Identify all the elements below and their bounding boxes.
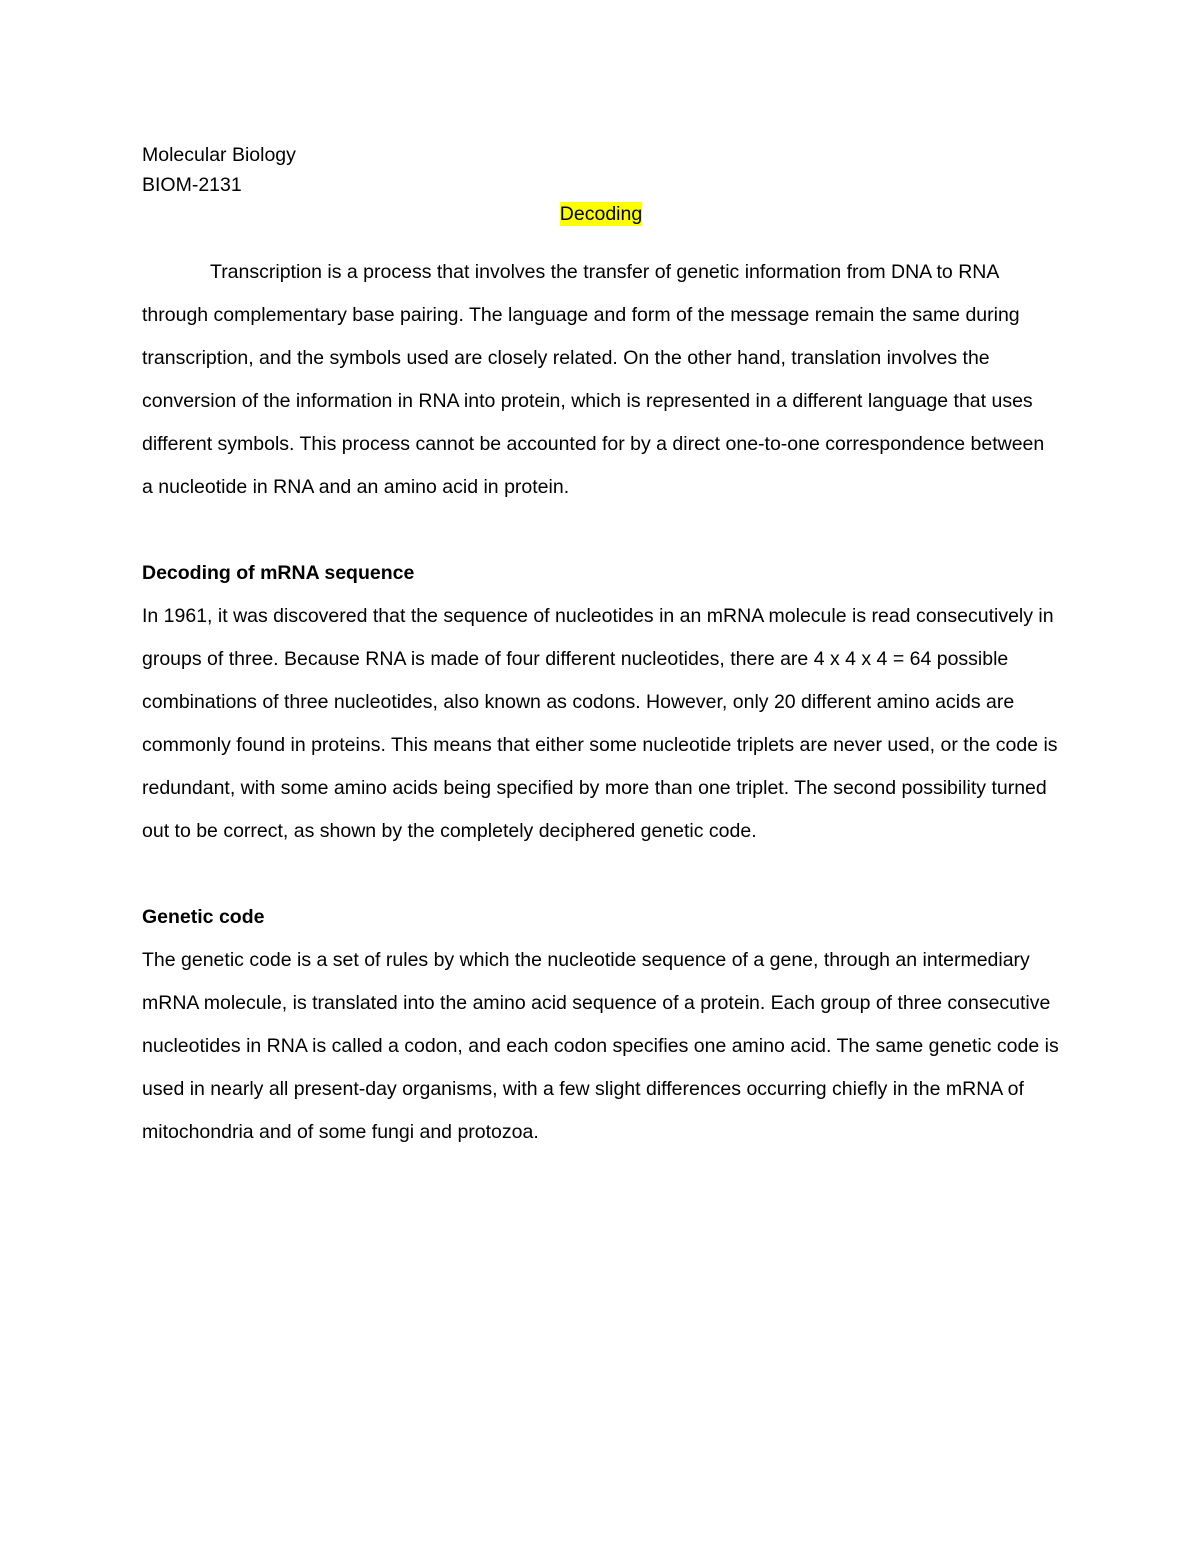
course-name: Molecular Biology: [142, 144, 296, 166]
section-heading-genetic-code: Genetic code: [142, 906, 265, 928]
intro-paragraph: Transcription is a process that involves the transfer of genetic information from DNA to RNA through complementary base pairing. The language and form of the message remain the same during transcription, and the symbols used are closely related. On the other hand, translation involves the conversion of the information in RNA into protein, which is represented in a different language that uses different symbols. This process cannot be accounted for by a direct one-to-one correspondence between a nucleotide in RNA and an amino acid in protein.: [142, 261, 1045, 498]
document-page: [142, 140, 1060, 1154]
course-code: BIOM-2131: [142, 174, 242, 196]
document-title: Decoding: [559, 203, 643, 225]
section-paragraph-decoding-mrna: In 1961, it was discovered that the sequence of nucleotides in an mRNA molecule is read consecutively in groups of three. Because RNA is made of four different nucleotides, there are 4 x 4 x 4 = 64 possible combinations of three nucleotides, also known as codons. However, only 20 different amino acids are commonly found in proteins. This means that either some nucleotide triplets are never used, or the code is redundant, with some amino acids being specified by more than one triplet. The second possibility turned out to be correct, as shown by the completely deciphered genetic code.: [142, 605, 1058, 842]
title-row: [142, 199, 1060, 231]
section-paragraph-genetic-code: The genetic code is a set of rules by which the nucleotide sequence of a gene, through an intermediary mRNA molecule, is translated into the amino acid sequence of a protein. Each group of three consecutive nucleotides in RNA is called a codon, and each codon specifies one amino acid. The same genetic code is used in nearly all present-day organisms, with a few slight differences occurring chiefly in the mRNA of mitochondria and of some fungi and protozoa.: [142, 949, 1059, 1143]
section-heading-decoding-mrna: Decoding of mRNA sequence: [142, 562, 415, 584]
